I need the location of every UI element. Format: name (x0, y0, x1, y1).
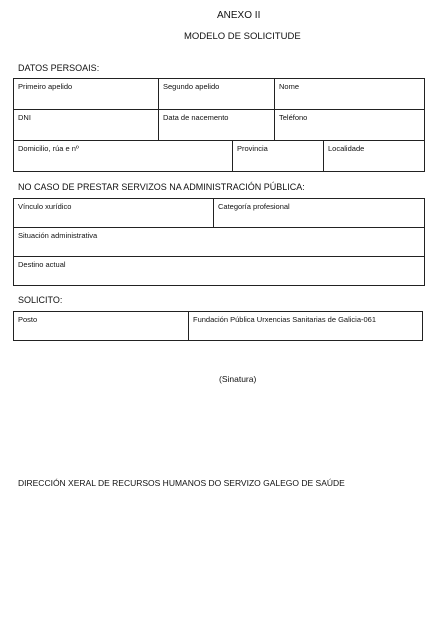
post-value: Fundación Pública Urxencias Sanitarias de Galicia-061 (189, 312, 423, 341)
current-destination-field[interactable]: Destino actual (14, 257, 425, 286)
form-title: MODELO DE SOLICITUDE (184, 31, 301, 42)
administrative-situation-field[interactable]: Situación administrativa (14, 228, 425, 257)
addressee: DIRECCIÓN XERAL DE RECURSOS HUMANOS DO SERVIZO GALEGO DE SAÚDE (18, 478, 345, 488)
birth-date-field[interactable]: Data de nacemento (159, 110, 275, 141)
legal-link-field[interactable]: Vínculo xurídico (14, 199, 214, 228)
annex-title: ANEXO II (217, 10, 261, 21)
locality-field[interactable]: Localidade (324, 141, 425, 172)
post-label: Posto (14, 312, 189, 341)
request-heading: SOLICITO: (18, 295, 63, 305)
dni-field[interactable]: DNI (14, 110, 159, 141)
personal-data-table (13, 78, 425, 141)
province-field[interactable]: Provincia (233, 141, 324, 172)
request-table (13, 311, 423, 341)
address-table (13, 140, 425, 172)
second-surname-field[interactable]: Segundo apelido (159, 79, 275, 110)
first-surname-field[interactable]: Primeiro apelido (14, 79, 159, 110)
phone-field[interactable]: Teléfono (275, 110, 425, 141)
professional-category-field[interactable]: Categoría profesional (214, 199, 425, 228)
personal-data-heading: DATOS PERSOAIS: (18, 63, 100, 73)
name-field[interactable]: Nome (275, 79, 425, 110)
signature-label: (Sinatura) (219, 374, 257, 384)
public-service-table (13, 198, 425, 286)
public-service-heading: NO CASO DE PRESTAR SERVIZOS NA ADMINISTRACIÓN PÚBLICA: (18, 182, 305, 192)
address-field[interactable]: Domicilio, rúa e nº (14, 141, 233, 172)
